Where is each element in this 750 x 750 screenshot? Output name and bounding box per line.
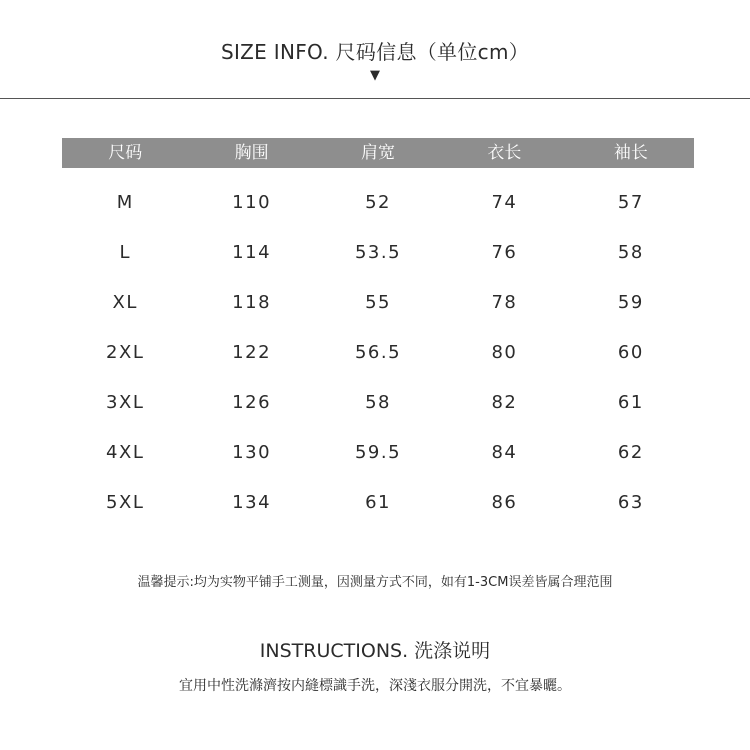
cell-size: L: [119, 242, 131, 263]
page-title: SIZE INFO. 尺码信息（单位cm）: [220, 40, 530, 64]
col-header-sleeve: 袖长: [613, 143, 648, 163]
cell-shoulder: 52: [365, 192, 391, 213]
cell-length: 84: [491, 442, 518, 463]
cell-chest: 114: [232, 242, 272, 263]
table-row: [62, 228, 694, 278]
col-header-size: 尺码: [108, 143, 143, 163]
cell-sleeve: 62: [617, 442, 644, 463]
cell-chest: 126: [232, 392, 272, 413]
cell-chest: 110: [232, 192, 272, 213]
instructions-text: 宜用中性洗滌濟按内縫標識手洗，深淺衣服分開洗，不宜暴曬。: [179, 678, 571, 694]
table-header: [62, 138, 694, 168]
table-row: [62, 378, 694, 428]
cell-sleeve: 57: [617, 192, 644, 213]
table-row: [62, 178, 694, 228]
cell-shoulder: 59.5: [354, 442, 402, 463]
cell-shoulder: 58: [365, 392, 391, 413]
down-arrow-icon: ▼: [370, 68, 380, 83]
cell-size: 2XL: [106, 342, 145, 363]
table-row: [62, 278, 694, 328]
cell-chest: 122: [232, 342, 272, 363]
cell-sleeve: 60: [617, 342, 644, 363]
cell-size: 5XL: [106, 492, 145, 513]
cell-length: 80: [491, 342, 518, 363]
cell-shoulder: 53.5: [354, 242, 402, 263]
cell-shoulder: 56.5: [354, 342, 402, 363]
table-row: [62, 328, 694, 378]
divider: [0, 98, 750, 99]
cell-size: XL: [112, 292, 138, 313]
col-header-chest: 胸围: [234, 143, 269, 163]
cell-chest: 130: [232, 442, 272, 463]
cell-length: 76: [491, 242, 518, 263]
cell-length: 82: [491, 392, 518, 413]
cell-size: 3XL: [106, 392, 145, 413]
cell-sleeve: 59: [617, 292, 644, 313]
cell-length: 78: [491, 292, 518, 313]
cell-chest: 134: [232, 492, 272, 513]
cell-sleeve: 58: [617, 242, 644, 263]
cell-shoulder: 55: [365, 292, 391, 313]
cell-chest: 118: [232, 292, 272, 313]
table-body: [62, 168, 694, 528]
size-table: [62, 138, 694, 528]
table-row: [62, 428, 694, 478]
cell-shoulder: 61: [365, 492, 391, 513]
cell-length: 86: [491, 492, 518, 513]
cell-length: 74: [491, 192, 518, 213]
col-header-length: 衣长: [487, 143, 522, 163]
cell-size: 4XL: [106, 442, 145, 463]
cell-sleeve: 63: [617, 492, 644, 513]
instructions-title: INSTRUCTIONS. 洗涤说明: [259, 640, 491, 662]
cell-sleeve: 61: [617, 392, 644, 413]
cell-size: M: [116, 192, 134, 213]
col-header-shoulder: 肩宽: [361, 143, 396, 163]
measurement-tip: 温馨提示:均为实物平铺手工测量，因测量方式不同，如有1-3CM误差皆属合理范围: [137, 575, 613, 590]
table-row: [62, 478, 694, 528]
